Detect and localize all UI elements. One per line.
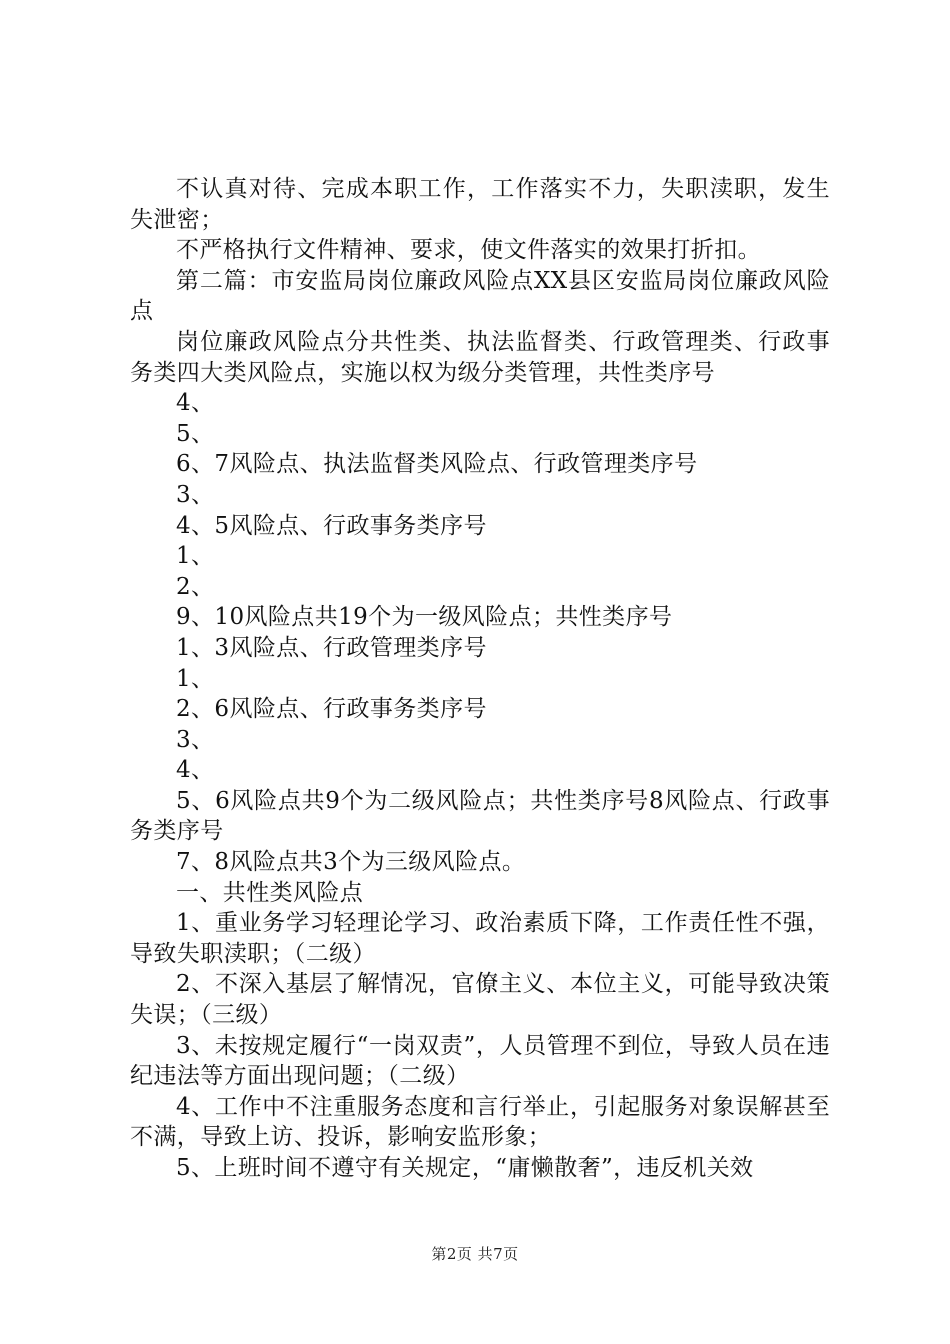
paragraph: 3、 [176, 726, 215, 753]
paragraph: 4、 [176, 390, 215, 417]
paragraph: 5、6风险点共9个为二级风险点；共性类序号8风险点、行政事务类序号 [130, 787, 830, 845]
paragraph: 7、8风险点共3个为三级风险点。 [176, 849, 526, 876]
paragraph: 3、 [176, 481, 215, 508]
paragraph: 4、 [176, 757, 215, 784]
section-heading: 一、共性类风险点 [176, 879, 364, 906]
page-number: 第2页 共7页 [431, 1245, 519, 1263]
paragraph: 2、不深入基层了解情况，官僚主义、本位主义，可能导致决策失误；（三级） [130, 971, 830, 1029]
paragraph: 岗位廉政风险点分共性类、执法监督类、行政管理类、行政事务类四大类风险点，实施以权为级分类管理，共性类序号 [130, 328, 830, 386]
body-text [130, 174, 830, 1184]
paragraph: 1、重业务学习轻理论学习、政治素质下降，工作责任性不强，导致失职渎职；（二级） [130, 910, 830, 967]
paragraph: 5、上班时间不遵守有关规定，“庸懒散奢”，违反机关效 [176, 1155, 754, 1181]
paragraph: 1、3风险点、行政管理类序号 [176, 634, 487, 661]
paragraph: 不严格执行文件精神、要求，使文件落实的效果打折扣。 [176, 237, 761, 264]
paragraph: 2、 [176, 573, 215, 600]
paragraph: 9、10风险点共19个为一级风险点；共性类序号 [176, 604, 673, 631]
paragraph: 4、5风险点、行政事务类序号 [176, 512, 487, 539]
paragraph: 6、7风险点、执法监督类风险点、行政管理类序号 [176, 451, 698, 478]
paragraph: 4、工作中不注重服务态度和言行举止，引起服务对象误解甚至不满，导致上访、投诉，影响安监形象； [130, 1093, 830, 1151]
paragraph: 第二篇：市安监局岗位廉政风险点XX县区安监局岗位廉政风险点 [130, 267, 830, 325]
paragraph: 2、6风险点、行政事务类序号 [176, 696, 487, 723]
paragraph: 5、 [176, 420, 215, 447]
paragraph: 1、 [176, 665, 215, 692]
paragraph: 3、未按规定履行“一岗双责”，人员管理不到位，导致人员在违纪违法等方面出现问题；（二级） [130, 1032, 830, 1090]
paragraph: 1、 [176, 543, 215, 570]
paragraph: 不认真对待、完成本职工作，工作落实不力，失职渎职，发生失泄密； [130, 176, 830, 233]
